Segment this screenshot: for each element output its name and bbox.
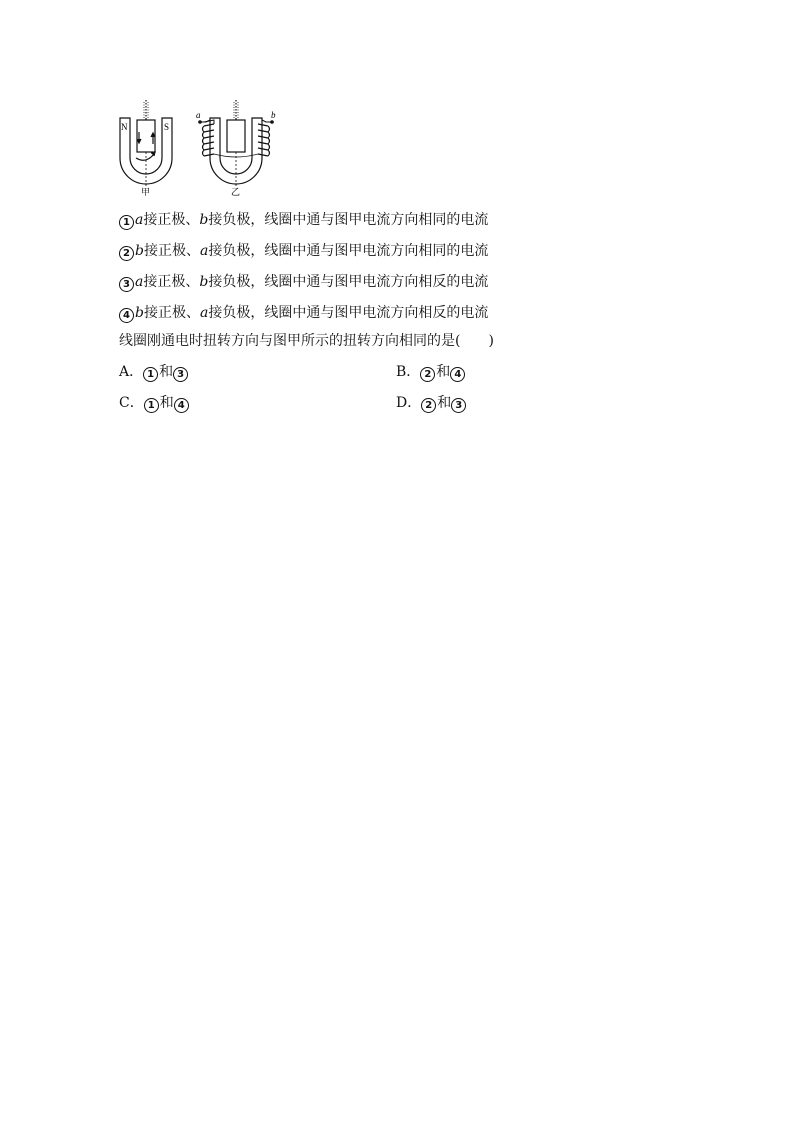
u-electromagnet-yi	[210, 118, 262, 184]
option-2: 2 b接正极、a接负极，线圈中通与图甲电流方向相同的电流	[119, 236, 488, 267]
circled-number: 4	[119, 308, 134, 323]
circled-number: 4	[174, 398, 189, 413]
terminal-b-label: b	[271, 110, 276, 120]
coil-yi	[227, 120, 245, 152]
figure-area	[110, 96, 280, 200]
choice-a[interactable]: A． 1 和 3	[119, 360, 189, 384]
choice-c[interactable]: C． 1 和 4	[119, 391, 190, 415]
circled-number: 1	[143, 367, 158, 382]
winding-left	[204, 124, 214, 156]
terminal-a-dot	[198, 120, 202, 124]
magnet-coil-diagram	[110, 96, 280, 200]
terminal-b-dot	[270, 120, 274, 124]
circled-number: 3	[451, 398, 466, 413]
figure-jia	[120, 100, 172, 188]
circled-number: 4	[450, 367, 465, 382]
options-list	[119, 205, 488, 329]
figure-yi	[201, 100, 271, 188]
winding-right	[258, 124, 268, 156]
question-text: 线圈刚通电时扭转方向与图甲所示的扭转方向相同的是( )	[119, 333, 494, 349]
circled-number: 1	[119, 215, 134, 230]
option-3: 3 a接正极、b接负极，线圈中通与图甲电流方向相反的电流	[119, 267, 488, 298]
choice-b[interactable]: B． 2 和 4	[396, 360, 466, 384]
terminal-a-label: a	[196, 110, 201, 120]
choice-d[interactable]: D． 2 和 3	[396, 391, 467, 415]
option-4: 4 b接正极、a接负极，线圈中通与图甲电流方向相反的电流	[119, 298, 488, 329]
figure-yi-label: 乙	[231, 188, 241, 198]
circled-number: 3	[119, 277, 134, 292]
south-pole-label: S	[164, 122, 170, 132]
circled-number: 1	[144, 398, 159, 413]
rotation-arrow-jia	[136, 154, 154, 160]
circled-number: 2	[420, 367, 435, 382]
circled-number: 2	[119, 246, 134, 261]
circled-number: 2	[421, 398, 436, 413]
figure-jia-label: 甲	[141, 188, 151, 198]
circled-number: 3	[173, 367, 188, 382]
option-1: 1 a接正极、b接负极，线圈中通与图甲电流方向相同的电流	[119, 205, 488, 236]
north-pole-label: N	[121, 122, 128, 132]
